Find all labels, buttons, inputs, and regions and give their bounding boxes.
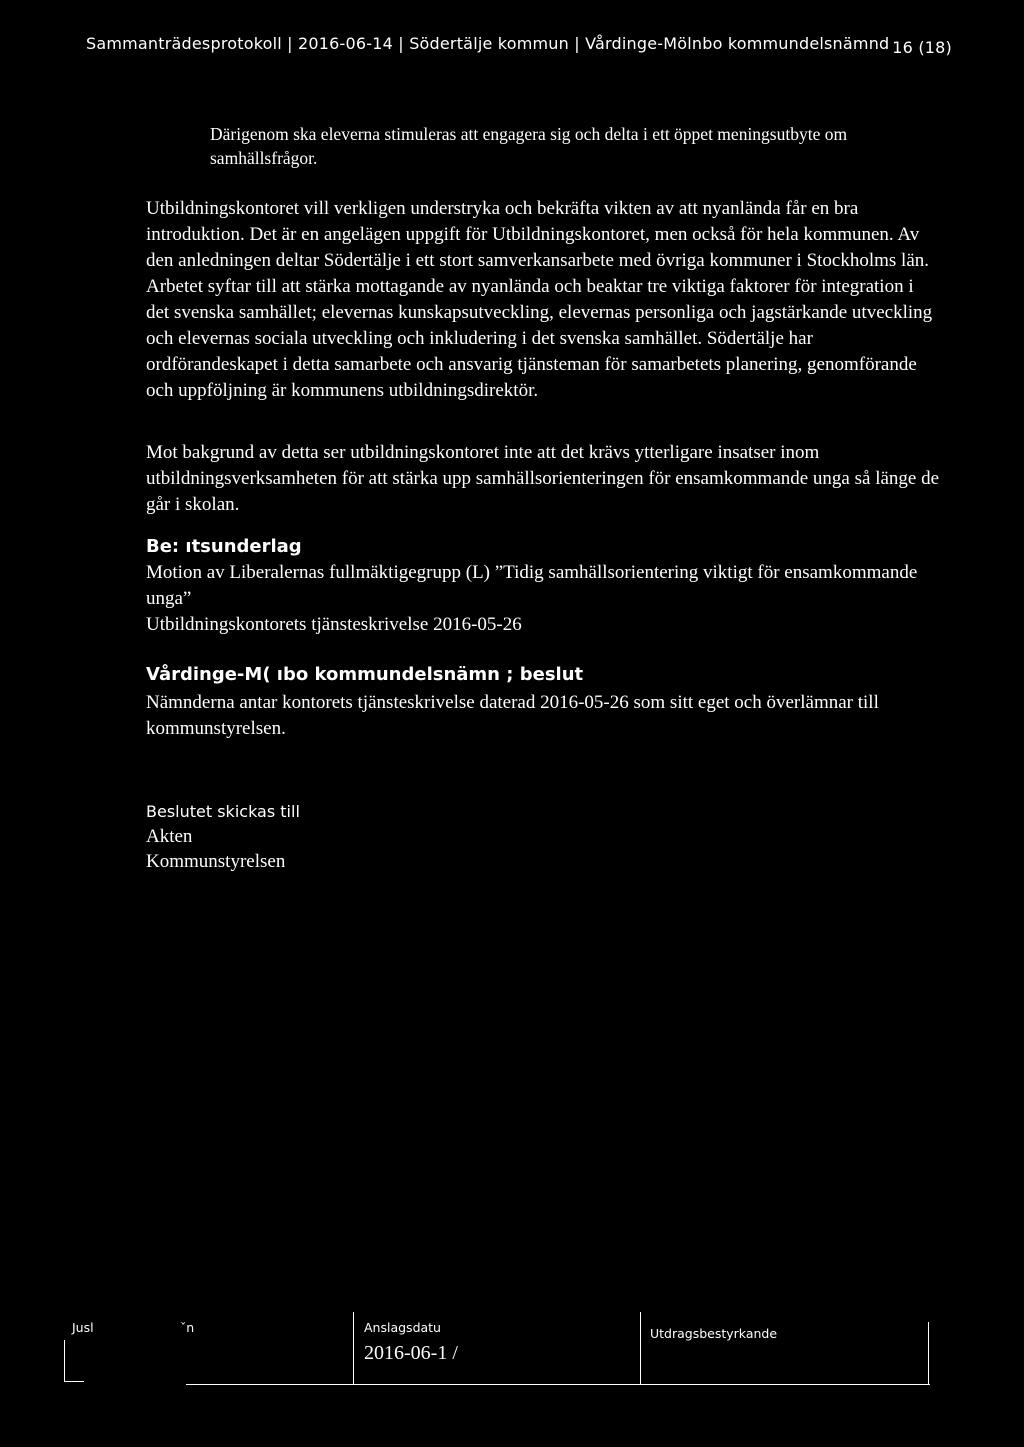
paragraph-integration: Utbildningskontoret vill verkligen understryka och bekräfta vikten av att nyanlända får en bra introduktion. Det är en angelägen uppgift för Utbildningskontoret, men också för hela kommunen. Av den anledningen deltar Södertälje i ett stort samverkansarbete med övriga kommuner i Stockholms län. Arbetet syftar till att stärka mottagande av nyanlända och beaktar tre viktiga faktorer för integration i det svenska samhället; elevernas kunskapsutveckling, elevernas personliga och jagstärkande utveckling och elevernas sociala utveckling och inkludering i det svenska samhället. Södertälje har ordförandeskapet i detta samarbete och ansvarig tjänsteman för samarbetets planering, genomförande och uppföljning är kommunens utbildningsdirektör. <box>146 198 933 401</box>
footer-separator-3 <box>928 1322 929 1384</box>
footer-form <box>0 1300 1024 1410</box>
recipient-item-kommunstyrelsen: Kommunstyrelsen <box>146 851 286 872</box>
footer-label-justering: Jusl <box>72 1320 94 1335</box>
recipient-item-akten: Akten <box>146 826 193 847</box>
footer-separator-2 <box>640 1312 641 1384</box>
page-header <box>86 34 966 57</box>
basis-heading: Be: ıtsunderlag <box>146 536 302 557</box>
footer-posting-date-value: 2016-06-1 / <box>364 1342 458 1364</box>
paragraph-conclusion: Mot bakgrund av detta ser utbildningskontoret inte att det krävs ytterligare insatser inom utbildningsverksamheten för att stärka upp samhällsorienteringen för ensamkommande unga så länge de går i skolan. <box>146 442 940 515</box>
page-number: 16 (18) <box>892 38 952 57</box>
paragraph-intro: Därigenom ska eleverna stimuleras att engagera sig och delta i ett öppet meningsutbyte om samhällsfrågor. <box>210 124 848 168</box>
basis-item-memo: Utbildningskontorets tjänsteskrivelse 2016-05-26 <box>146 614 522 635</box>
footer-label-certification: Utdragsbestyrkande <box>650 1326 778 1341</box>
decision-heading: Vårdinge-M( ıbo kommundelsnämn ; beslut <box>146 664 584 685</box>
decision-text: Nämnderna antar kontorets tjänsteskrivelse daterad 2016-05-26 som sitt eget och överlämnar till kommunstyrelsen. <box>146 692 879 739</box>
recipients-label: Beslutet skickas till <box>146 802 300 821</box>
footer-bottom-rule <box>186 1384 930 1385</box>
footer-left-bracket-horizontal <box>64 1381 84 1382</box>
footer-left-bracket-vertical <box>64 1340 65 1382</box>
basis-item-motion: Motion av Liberalernas fullmäktigegrupp (L) ”Tidig samhällsorientering viktigt för ensamkommande unga” <box>146 562 918 609</box>
recipients-block <box>146 800 300 874</box>
basis-list <box>146 560 926 638</box>
footer-label-posting-date: Anslagsdatu <box>364 1320 441 1335</box>
running-title: Sammanträdesprotokoll | 2016-06-14 | Södertälje kommun | Vårdinge-Mölnbo kommundelsnämnd <box>86 34 890 53</box>
footer-label-fragment: ˇn <box>180 1320 195 1335</box>
footer-separator-1 <box>353 1312 354 1384</box>
